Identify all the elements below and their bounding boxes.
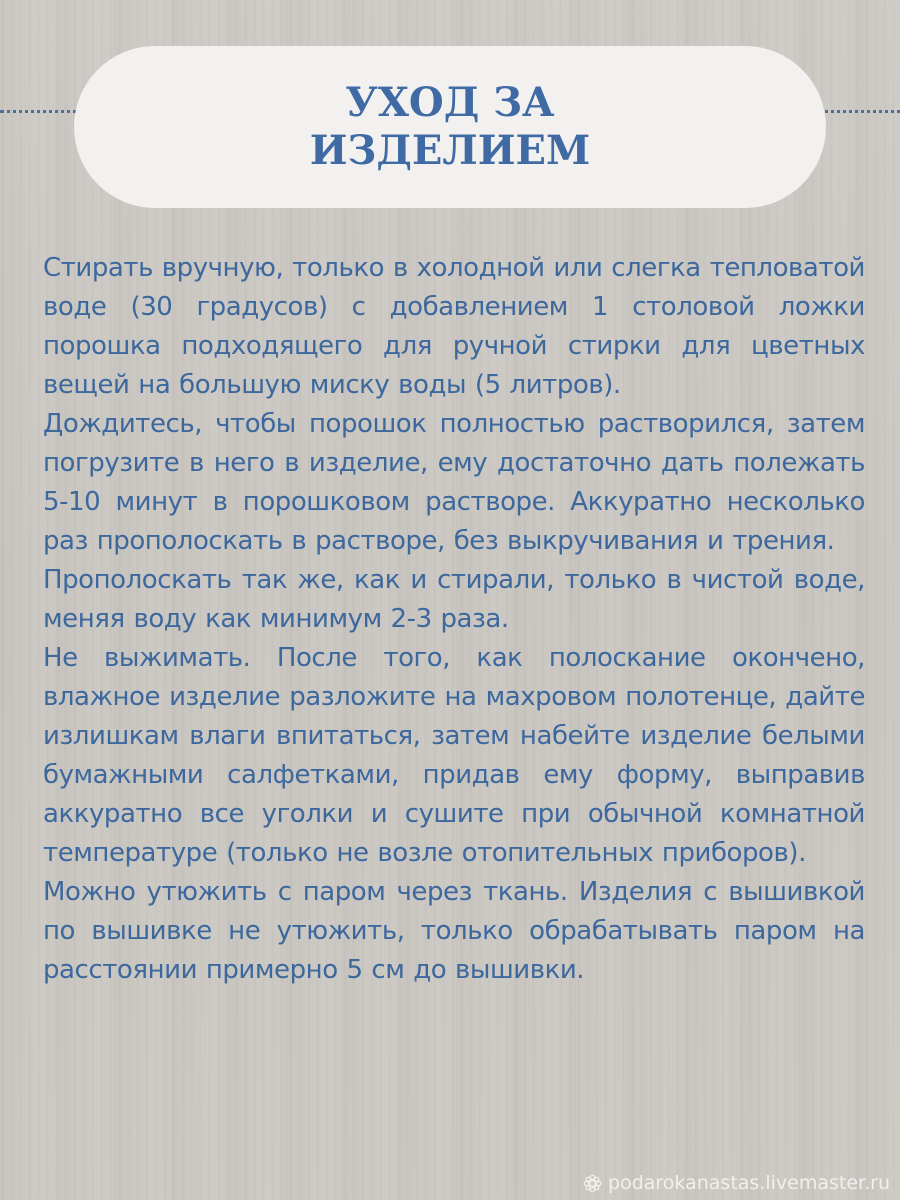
paragraph-drying: Не выжимать. После того, как полоскание окончено, влажное изделие разложите на махровом полотенце, дайте излишкам влаги впитаться, затем набейте изделие белыми бумажными салфетками, придав ему форму, выправив аккуратно все уголки и сушите при обычной комнатной температуре (только не возле отопительных приборов). bbox=[43, 643, 865, 868]
watermark bbox=[583, 1172, 890, 1194]
header bbox=[0, 46, 900, 208]
watermark-text: podarokanastas.livemaster.ru bbox=[608, 1172, 890, 1194]
paragraph-washing: Стирать вручную, только в холодной или слегка тепловатой воде (30 градусов) с добавлением 1 столовой ложки порошка подходящего для ручной стирки для цветных вещей на большую миску воды (5 литров). bbox=[43, 253, 865, 400]
paragraph-ironing: Можно утюжить с паром через ткань. Изделия с вышивкой по вышивке не утюжить, только обрабатывать паром на расстоянии примерно 5 см до вышивки. bbox=[43, 877, 865, 985]
page-title bbox=[74, 79, 826, 175]
gear-flower-icon bbox=[583, 1174, 602, 1193]
page-title-line-1: УХОД ЗА bbox=[345, 79, 555, 126]
care-instructions bbox=[43, 249, 865, 990]
page-title-line-2: ИЗДЕЛИЕМ bbox=[309, 127, 591, 174]
paragraph-soaking: Дождитесь, чтобы порошок полностью растворился, затем погрузите в него в изделие, ему достаточно дать полежать 5-10 минут в порошковом растворе. Аккуратно несколько раз прополоскать в растворе, без выкручивания и трения. bbox=[43, 409, 865, 556]
paragraph-rinsing: Прополоскать так же, как и стирали, только в чистой воде, меняя воду как минимум 2-3 раза. bbox=[43, 565, 865, 634]
